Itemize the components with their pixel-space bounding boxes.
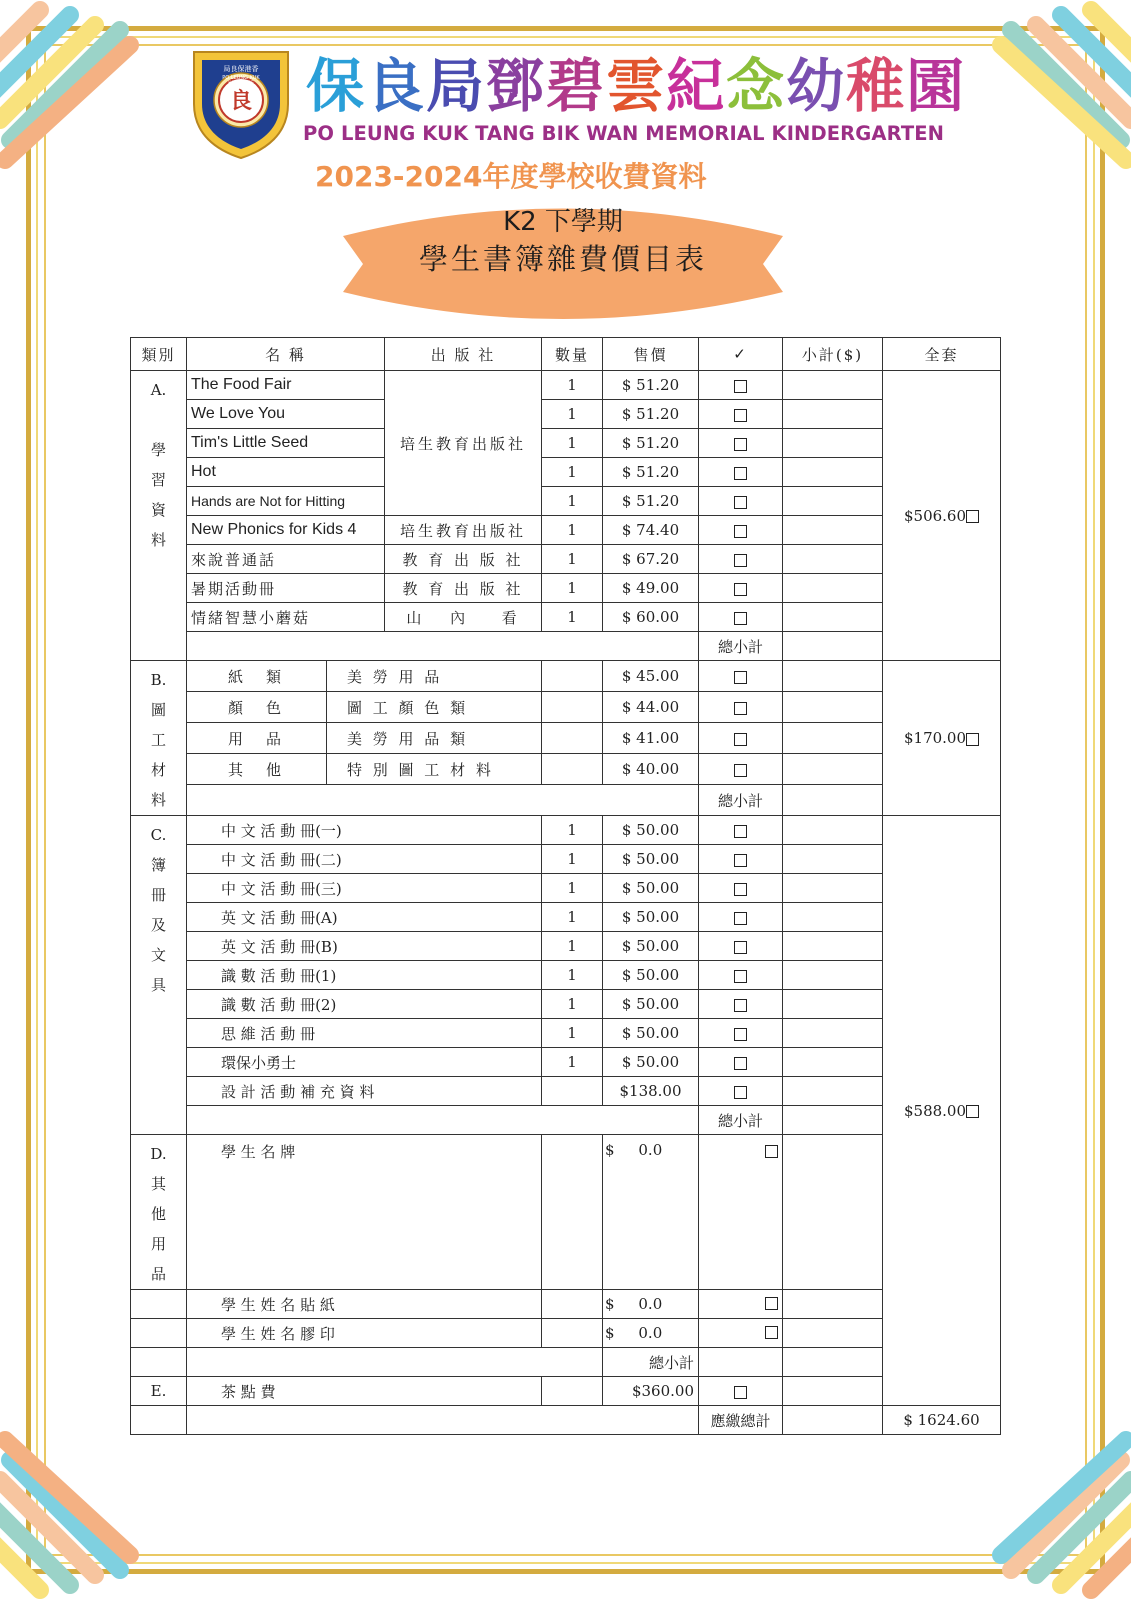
item-checkbox[interactable] — [699, 1290, 783, 1319]
item-name: 環保小勇士 — [187, 1048, 542, 1077]
table-row — [131, 845, 1001, 874]
item-checkbox[interactable] — [699, 723, 783, 754]
item-checkbox[interactable] — [699, 516, 783, 545]
table-row — [131, 692, 1001, 723]
section-a-label: A. 學 習 資 料 — [131, 371, 187, 661]
item-publisher: 培生教育出版社 — [385, 371, 542, 516]
item-name: Hands are Not for Hitting — [187, 487, 385, 516]
table-row — [131, 458, 1001, 487]
subtotal-row — [131, 1348, 1001, 1377]
table-row — [131, 723, 1001, 754]
item-price: $ 44.00 — [603, 692, 699, 723]
item-name: We Love You — [187, 400, 385, 429]
school-name-char: 碧 — [546, 52, 607, 120]
table-row — [131, 1019, 1001, 1048]
item-subtotal[interactable] — [783, 692, 883, 723]
item-name: 識 數 活 動 冊(2) — [187, 990, 542, 1019]
item-checkbox[interactable] — [699, 903, 783, 932]
item-checkbox[interactable] — [699, 1377, 783, 1406]
section-subtotal-input[interactable] — [699, 1348, 783, 1377]
header-qty: 數量 — [542, 338, 603, 371]
fee-year-title: 2023-2024年度學校收費資料 — [315, 160, 707, 193]
item-subtotal[interactable] — [783, 932, 883, 961]
item-name: 設 計 活 動 補 充 資 料 — [187, 1077, 542, 1106]
fullset-checkbox[interactable] — [966, 510, 979, 523]
table-row — [131, 1319, 1001, 1348]
item-subtotal[interactable] — [783, 458, 883, 487]
item-publisher: 山 內 看 — [385, 603, 542, 632]
item-subtotal[interactable] — [783, 545, 883, 574]
item-name: 情緒智慧小蘑菇 — [187, 603, 385, 632]
item-qty: 1 — [542, 1048, 603, 1077]
item-checkbox[interactable] — [699, 990, 783, 1019]
school-name-char: 紀 — [666, 52, 727, 120]
table-row — [131, 371, 1001, 400]
item-price: $ 40.00 — [603, 754, 699, 785]
section-c-label: C. 簿 冊 及 文 具 — [131, 816, 187, 1135]
school-name-english: PO LEUNG KUK TANG BIK WAN MEMORIAL KINDERGARTEN — [303, 122, 945, 145]
table-row — [131, 516, 1001, 545]
item-subtotal[interactable] — [783, 845, 883, 874]
table-row — [131, 990, 1001, 1019]
section-subtotal-input[interactable] — [783, 1106, 883, 1135]
section-subtotal-input[interactable] — [783, 632, 883, 661]
table-row — [131, 603, 1001, 632]
item-subtotal[interactable] — [783, 1319, 883, 1348]
item-price: $ 67.20 — [603, 545, 699, 574]
section-d-label: D. 其 他 用 品 — [131, 1135, 187, 1290]
item-checkbox[interactable] — [699, 961, 783, 990]
item-checkbox[interactable] — [699, 371, 783, 400]
item-price: $ 74.40 — [603, 516, 699, 545]
fullset-checkbox[interactable] — [966, 1105, 979, 1118]
item-price: $ 45.00 — [603, 661, 699, 692]
school-crest-logo — [188, 46, 294, 160]
school-name-chinese — [306, 50, 966, 122]
item-checkbox[interactable] — [699, 545, 783, 574]
item-subtotal[interactable] — [783, 1048, 883, 1077]
item-price: $ 50.00 — [603, 990, 699, 1019]
item-checkbox[interactable] — [699, 429, 783, 458]
school-name-char: 稚 — [846, 52, 907, 120]
item-checkbox[interactable] — [699, 1319, 783, 1348]
table-row — [131, 961, 1001, 990]
item-desc: 美 勞 用 品 類 — [327, 723, 542, 754]
subtotal-label: 總小計 — [603, 1348, 699, 1377]
item-checkbox[interactable] — [699, 874, 783, 903]
item-price: $ 51.20 — [603, 371, 699, 400]
item-name: 學 生 姓 名 貼 紙 — [187, 1290, 542, 1319]
item-price: $ 0.0 — [603, 1290, 699, 1319]
item-checkbox[interactable] — [699, 845, 783, 874]
header-category: 類別 — [131, 338, 187, 371]
item-qty: 1 — [542, 874, 603, 903]
item-name: 英 文 活 動 冊(A) — [187, 903, 542, 932]
item-price: $ 51.20 — [603, 400, 699, 429]
table-row — [131, 1377, 1001, 1406]
banner-grade-term: K2 下學期 — [503, 207, 623, 237]
item-checkbox[interactable] — [699, 754, 783, 785]
item-checkbox[interactable] — [699, 661, 783, 692]
header-subtotal: 小計($) — [783, 338, 883, 371]
grand-total-value: $ 1624.60 — [883, 1406, 1001, 1435]
item-subtotal[interactable] — [783, 903, 883, 932]
item-qty: 1 — [542, 816, 603, 845]
item-subtotal[interactable] — [783, 400, 883, 429]
table-row — [131, 874, 1001, 903]
school-name-char: 局 — [426, 52, 487, 120]
subtotal-row — [131, 785, 1001, 816]
item-qty: 1 — [542, 1019, 603, 1048]
table-row — [131, 903, 1001, 932]
item-name: Tim's Little Seed — [187, 429, 385, 458]
item-checkbox[interactable] — [699, 458, 783, 487]
item-qty: 1 — [542, 574, 603, 603]
svg-text:局良保港香: 局良保港香 — [223, 65, 259, 73]
item-price: $ 41.00 — [603, 723, 699, 754]
item-subtotal[interactable] — [783, 816, 883, 845]
item-price: $ 60.00 — [603, 603, 699, 632]
item-price: $ 0.0 — [603, 1319, 699, 1348]
item-qty: 1 — [542, 932, 603, 961]
header-publisher: 出 版 社 — [385, 338, 542, 371]
item-price: $ 50.00 — [603, 1048, 699, 1077]
item-subtotal[interactable] — [783, 874, 883, 903]
item-price: $ 50.00 — [603, 874, 699, 903]
item-checkbox[interactable] — [699, 1077, 783, 1106]
item-name: The Food Fair — [187, 371, 385, 400]
item-qty: 1 — [542, 516, 603, 545]
header-check: ✓ — [699, 338, 783, 371]
corner-stripes-bottom-right — [981, 1430, 1131, 1600]
item-name: 中 文 活 動 冊(三) — [187, 874, 542, 903]
section-b-label: B. 圖 工 材 料 — [131, 661, 187, 816]
table-row — [131, 1290, 1001, 1319]
subtotal-label: 總小計 — [699, 1106, 783, 1135]
item-qty: 1 — [542, 371, 603, 400]
item-publisher: 培生教育出版社 — [385, 516, 542, 545]
item-name: 學 生 名 牌 — [187, 1135, 542, 1290]
item-name: 中 文 活 動 冊(一) — [187, 816, 542, 845]
section-subtotal-input[interactable] — [783, 785, 883, 816]
grand-total-label: 應繳總計 — [699, 1406, 783, 1435]
table-row — [131, 487, 1001, 516]
item-price: $ 50.00 — [603, 903, 699, 932]
school-name-char: 念 — [726, 52, 787, 120]
item-name: 英 文 活 動 冊(B) — [187, 932, 542, 961]
item-subtotal[interactable] — [783, 371, 883, 400]
item-subtotal[interactable] — [783, 961, 883, 990]
item-subtotal[interactable] — [783, 754, 883, 785]
svg-text:PO LEUNG KUK: PO LEUNG KUK — [222, 75, 260, 81]
item-checkbox[interactable] — [699, 1135, 783, 1290]
item-price: $ 0.0 — [603, 1135, 699, 1290]
item-checkbox[interactable] — [699, 603, 783, 632]
item-price: $ 50.00 — [603, 845, 699, 874]
item-desc: 特 別 圖 工 材 料 — [327, 754, 542, 785]
item-name: 其 他 — [187, 754, 327, 785]
item-name: 顏 色 — [187, 692, 327, 723]
item-subtotal[interactable] — [783, 723, 883, 754]
grand-total-row — [131, 1406, 1001, 1435]
item-subtotal[interactable] — [783, 603, 883, 632]
item-price: $ 50.00 — [603, 932, 699, 961]
item-name: New Phonics for Kids 4 — [187, 516, 385, 545]
item-checkbox[interactable] — [699, 574, 783, 603]
item-qty: 1 — [542, 458, 603, 487]
item-price: $ 51.20 — [603, 429, 699, 458]
item-qty: 1 — [542, 903, 603, 932]
item-subtotal[interactable] — [783, 990, 883, 1019]
item-name: Hot — [187, 458, 385, 487]
item-qty: 1 — [542, 429, 603, 458]
item-checkbox[interactable] — [699, 1019, 783, 1048]
item-price: $ 49.00 — [603, 574, 699, 603]
corner-stripes-bottom-left — [0, 1430, 150, 1600]
item-checkbox[interactable] — [699, 932, 783, 961]
table-row — [131, 574, 1001, 603]
fullset-checkbox[interactable] — [966, 733, 979, 746]
item-name: 學 生 姓 名 膠 印 — [187, 1319, 542, 1348]
header-fullset: 全套 — [883, 338, 1001, 371]
item-name: 來說普通話 — [187, 545, 385, 574]
item-price: $360.00 — [603, 1377, 699, 1406]
item-price: $ 51.20 — [603, 487, 699, 516]
item-subtotal[interactable] — [783, 429, 883, 458]
item-checkbox[interactable] — [699, 1048, 783, 1077]
table-row — [131, 661, 1001, 692]
header-price: 售價 — [603, 338, 699, 371]
fee-table — [130, 337, 1001, 1435]
corner-stripes-top-right — [981, 0, 1131, 170]
item-publisher: 教 育 出 版 社 — [385, 545, 542, 574]
item-name: 中 文 活 動 冊(二) — [187, 845, 542, 874]
header-name: 名 稱 — [187, 338, 385, 371]
item-price: $ 50.00 — [603, 961, 699, 990]
section-a-fullset: $506.60 — [883, 371, 1001, 661]
item-price: $ 50.00 — [603, 1019, 699, 1048]
item-subtotal[interactable] — [783, 1135, 883, 1290]
table-header-row — [131, 338, 1001, 371]
table-row — [131, 754, 1001, 785]
item-price: $138.00 — [603, 1077, 699, 1106]
item-name: 暑期活動冊 — [187, 574, 385, 603]
table-row — [131, 545, 1001, 574]
banner-fee-list-title: 學生書簿雜費價目表 — [418, 242, 707, 276]
item-qty: 1 — [542, 487, 603, 516]
item-desc: 圖 工 顏 色 類 — [327, 692, 542, 723]
school-name-char: 幼 — [786, 52, 847, 120]
subtotal-row — [131, 1106, 1001, 1135]
item-subtotal[interactable] — [783, 1077, 883, 1106]
item-name: 識 數 活 動 冊(1) — [187, 961, 542, 990]
item-qty — [542, 1077, 603, 1106]
item-checkbox[interactable] — [699, 487, 783, 516]
item-name: 紙 類 — [187, 661, 327, 692]
item-subtotal[interactable] — [783, 487, 883, 516]
item-checkbox[interactable] — [699, 816, 783, 845]
corner-stripes-top-left — [0, 0, 150, 170]
item-qty: 1 — [542, 990, 603, 1019]
section-e-label: E. — [131, 1377, 187, 1406]
item-qty: 1 — [542, 603, 603, 632]
item-checkbox[interactable] — [699, 692, 783, 723]
table-row — [131, 1077, 1001, 1106]
item-name: 思 維 活 動 冊 — [187, 1019, 542, 1048]
school-name-char: 園 — [906, 52, 967, 120]
section-b-fullset: $170.00 — [883, 661, 1001, 816]
item-subtotal[interactable] — [783, 1377, 883, 1406]
item-subtotal[interactable] — [783, 516, 883, 545]
table-row — [131, 429, 1001, 458]
item-subtotal[interactable] — [783, 1290, 883, 1319]
school-name-char: 鄧 — [486, 52, 547, 120]
item-publisher: 教 育 出 版 社 — [385, 574, 542, 603]
item-checkbox[interactable] — [699, 400, 783, 429]
item-price: $ 50.00 — [603, 816, 699, 845]
table-row — [131, 1048, 1001, 1077]
item-qty: 1 — [542, 961, 603, 990]
subtotal-row — [131, 632, 1001, 661]
item-qty: 1 — [542, 400, 603, 429]
banner-title — [343, 205, 783, 279]
school-name-char: 雲 — [606, 52, 667, 120]
item-desc: 美 勞 用 品 — [327, 661, 542, 692]
school-name-char: 良 — [366, 52, 427, 120]
school-name-char: 保 — [306, 52, 367, 120]
item-qty: 1 — [542, 545, 603, 574]
table-row — [131, 816, 1001, 845]
item-subtotal[interactable] — [783, 1019, 883, 1048]
item-name: 茶 點 費 — [187, 1377, 542, 1406]
svg-text:HONG KONG: HONG KONG — [228, 80, 254, 85]
subtotal-label: 總小計 — [699, 632, 783, 661]
section-c-fullset: $588.00 — [883, 816, 1001, 1406]
table-row — [131, 400, 1001, 429]
item-subtotal[interactable] — [783, 661, 883, 692]
item-price: $ 51.20 — [603, 458, 699, 487]
table-row — [131, 1135, 1001, 1290]
item-name: 用 品 — [187, 723, 327, 754]
item-qty: 1 — [542, 845, 603, 874]
item-subtotal[interactable] — [783, 574, 883, 603]
table-row — [131, 932, 1001, 961]
svg-text:良: 良 — [229, 88, 253, 114]
subtotal-label: 總小計 — [699, 785, 783, 816]
